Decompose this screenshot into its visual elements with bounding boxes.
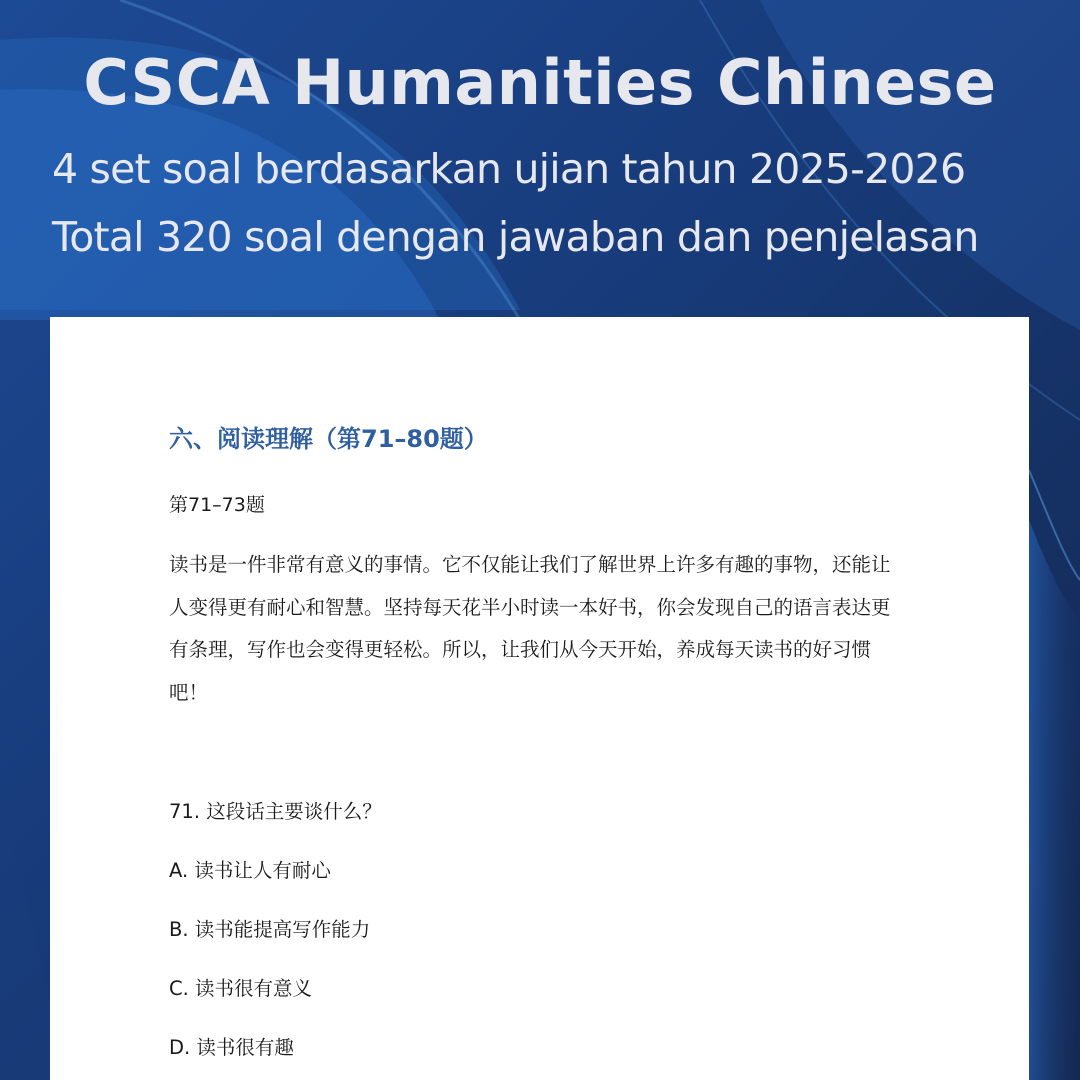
section-heading: 六、阅读理解（第71–80题） — [169, 425, 488, 453]
banner-subtitle-total: Total 320 soal dengan jawaban dan penjelasan — [52, 213, 979, 261]
option-a: A. 读书让人有耐心 — [169, 859, 331, 882]
banner-header — [0, 0, 1080, 300]
document-page — [50, 317, 1029, 1080]
banner-subtitle-sets: 4 set soal berdasarkan ujian tahun 2025-2026 — [52, 145, 966, 193]
banner-title: CSCA Humanities Chinese — [83, 46, 997, 119]
question-text: 71. 这段话主要谈什么？ — [169, 800, 382, 823]
option-c: C. 读书很有意义 — [169, 977, 313, 1000]
option-b: B. 读书能提高写作能力 — [169, 918, 371, 941]
option-d: D. 读书很有趣 — [169, 1036, 294, 1059]
reading-passage: 读书是一件非常有意义的事情。它不仅能让我们了解世界上许多有趣的事物，还能让人变得更有耐心和智慧。坚持每天花半小时读一本好书，你会发现自己的语言表达更有条理，写作也会变得更轻松。所以，让我们从今天开始，养成每天读书的好习惯吧！ — [169, 553, 891, 704]
question-group-label: 第71–73题 — [169, 494, 265, 516]
